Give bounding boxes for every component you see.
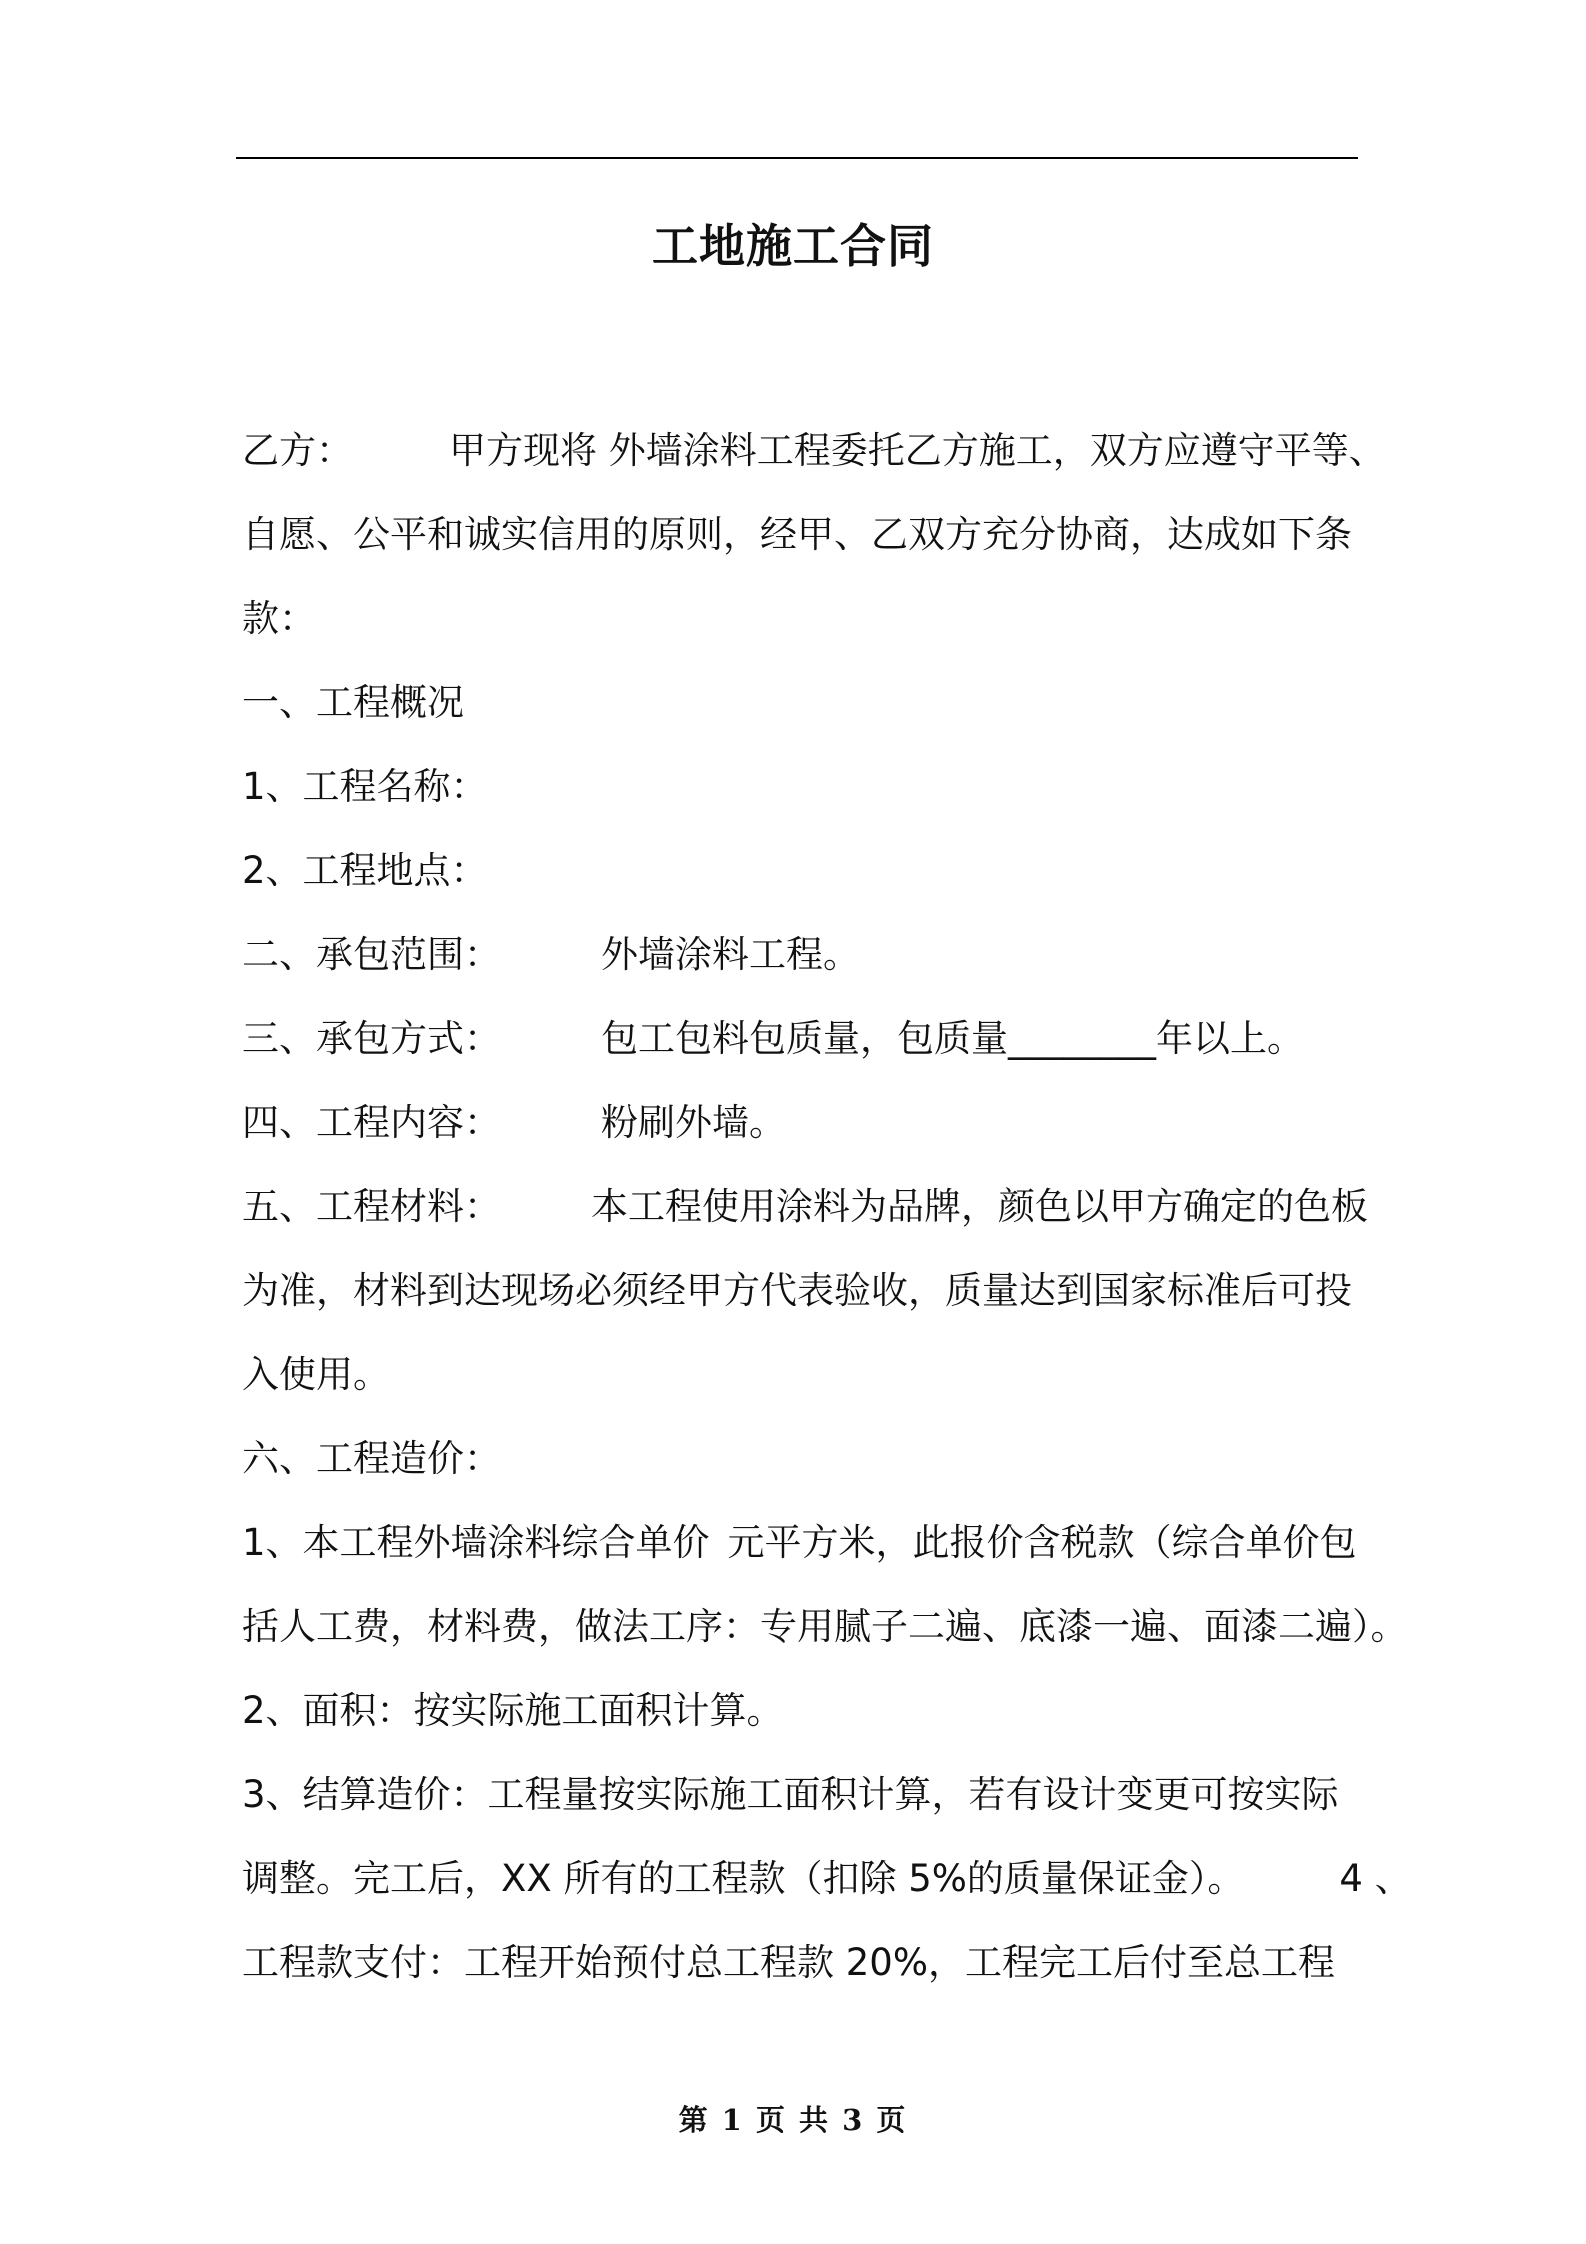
- price-item-line-2: 括人工费，材料费，做法工序：专用腻子二遍、底漆一遍、面漆二遍）。: [242, 1605, 1408, 1648]
- content-value: 粉刷外墙。: [601, 1101, 786, 1144]
- section-4-content: [242, 1081, 1372, 1165]
- settlement-line-1: 3、结算造价：工程量按实际施工面积计算，若有设计变更可按实际: [242, 1773, 1339, 1816]
- page-number-footer: 第 1 页 共 3 页: [678, 2103, 908, 2137]
- method-label: 三、承包方式：: [242, 1017, 501, 1060]
- section-2-scope: [242, 913, 1372, 997]
- scope-value: 外墙涂料工程。: [601, 933, 860, 976]
- price-item-line-1: [242, 1501, 1372, 1585]
- preamble-line-1: [242, 409, 1386, 493]
- price-text-a: 1、本工程外墙涂料综合单价: [242, 1521, 710, 1564]
- section-3-method: [242, 997, 1372, 1081]
- document-body: [242, 409, 1412, 2005]
- materials-line-3: 入使用。: [242, 1353, 390, 1396]
- project-name-item: 1、工程名称：: [242, 765, 488, 808]
- preamble-text-1: 甲方现将 外墙涂料工程委托乙方施工，双方应遵守平等、: [449, 429, 1386, 472]
- price-text-b: 元平方米，此报价含税款（综合单价包: [727, 1521, 1357, 1564]
- preamble-line-3: 款：: [242, 597, 316, 640]
- settlement-line-2: [242, 1837, 1412, 1921]
- materials-label: 五、工程材料：: [242, 1185, 501, 1228]
- scope-label: 二、承包范围：: [242, 933, 501, 976]
- payment-item-number: 4 、: [1339, 1857, 1412, 1900]
- section-5-materials: [242, 1165, 1372, 1249]
- settlement-text: 调整。完工后，XX 所有的工程款（扣除 5%的质量保证金）。: [242, 1857, 1245, 1900]
- materials-line-2: 为准，材料到达现场必须经甲方代表验收，质量达到国家标准后可投: [242, 1269, 1352, 1312]
- document-title: 工地施工合同: [652, 219, 934, 273]
- section-1-heading: 一、工程概况: [242, 681, 464, 724]
- project-location-item: 2、工程地点：: [242, 849, 488, 892]
- payment-line: 工程款支付：工程开始预付总工程款 20%，工程完工后付至总工程: [242, 1941, 1335, 1984]
- content-label: 四、工程内容：: [242, 1101, 501, 1144]
- section-6-heading: 六、工程造价：: [242, 1437, 501, 1480]
- header-rule: [236, 157, 1358, 159]
- party-label: 乙方：: [242, 429, 353, 472]
- preamble-line-2: 自愿、公平和诚实信用的原则，经甲、乙双方充分协商，达成如下条: [242, 513, 1352, 556]
- method-value: 包工包料包质量，包质量________年以上。: [601, 1017, 1304, 1060]
- materials-text-1: 本工程使用涂料为品牌，颜色以甲方确定的色板: [591, 1185, 1368, 1228]
- area-item: 2、面积：按实际施工面积计算。: [242, 1689, 784, 1732]
